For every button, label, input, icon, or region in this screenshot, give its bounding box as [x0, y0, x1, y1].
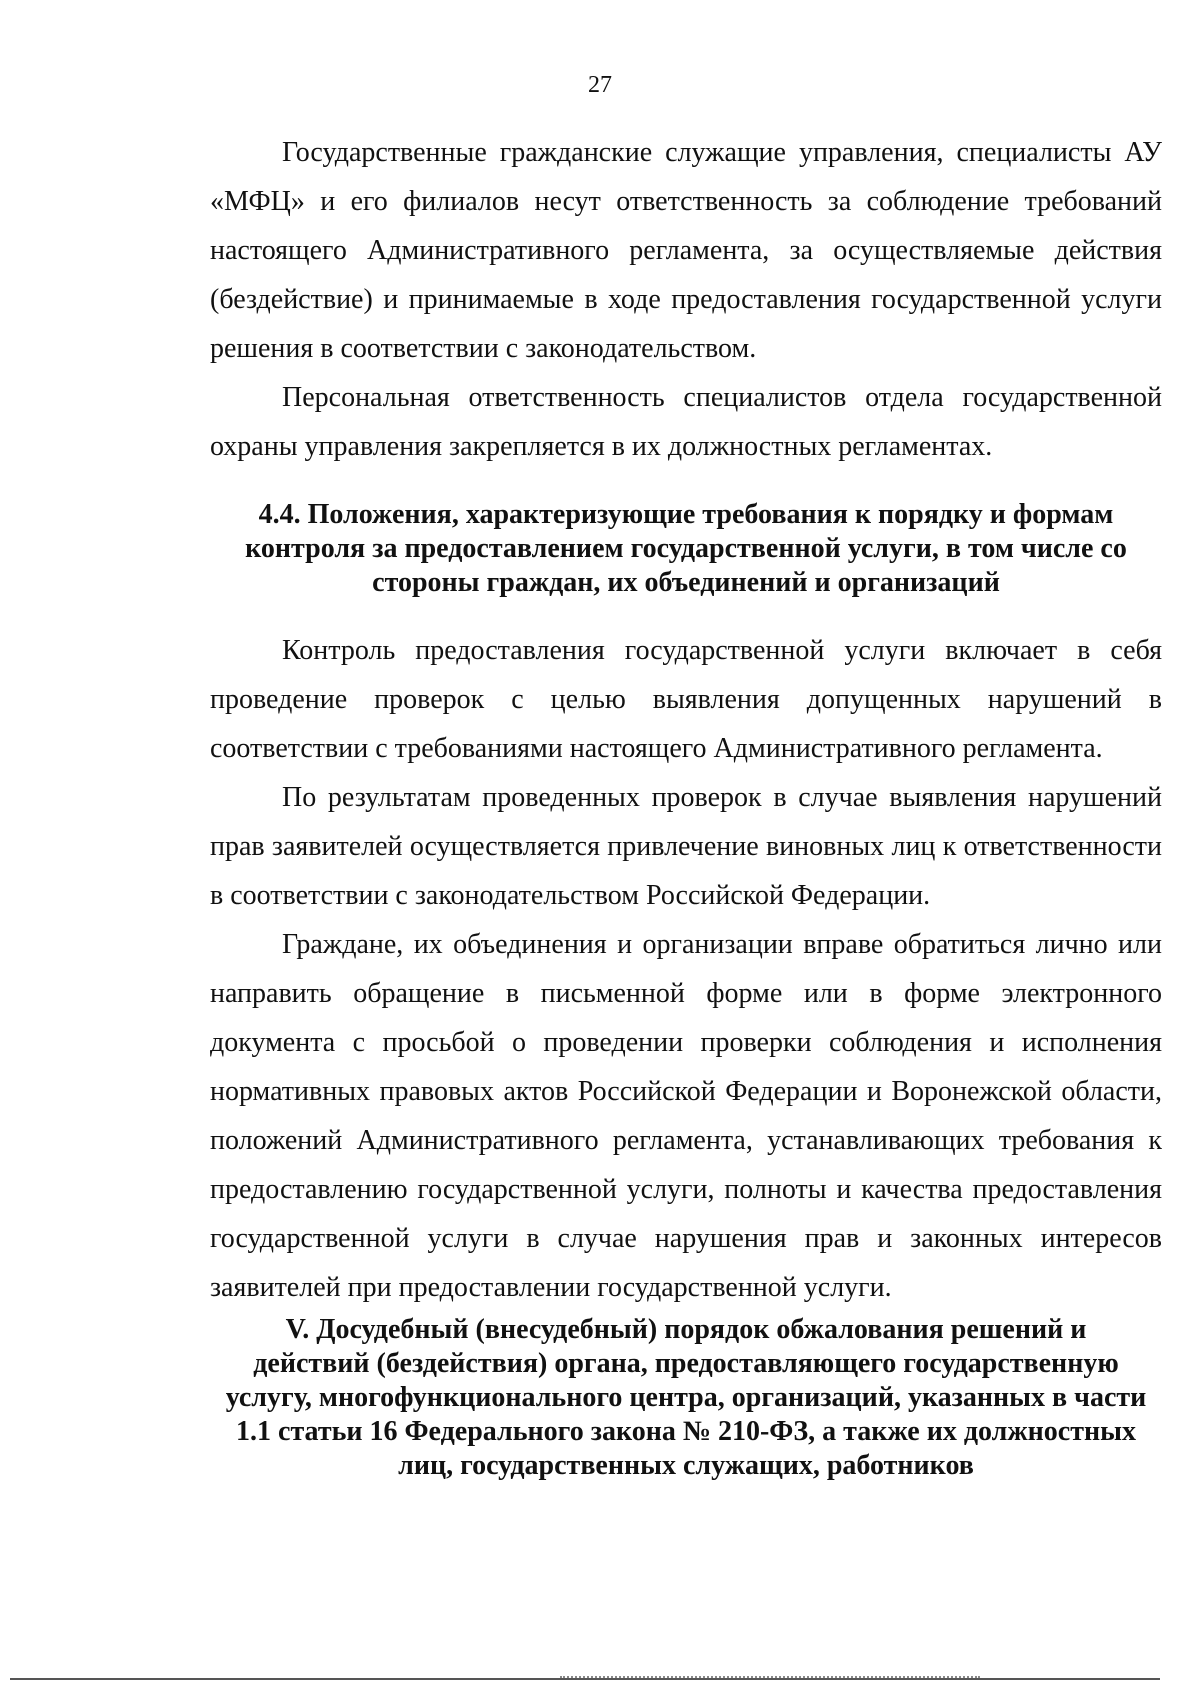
- heading-v-line-3: услугу, многофункционального центра, организаций, указанных в части: [225, 1382, 1147, 1413]
- heading-4-4-line-3: стороны граждан, их объединений и организаций: [372, 567, 1000, 598]
- paragraph-personal-responsibility: Персональная ответственность специалистов отдела государственной охраны управления закрепляется в их должностных регламентах.: [210, 382, 1162, 462]
- paragraph-civil-servants-responsibility: Государственные гражданские служащие управления, специалисты АУ «МФЦ» и его филиалов несут ответственность за соблюдение требований настоящего Административного регламента, за осуществляемые действия (бездействие) и принимаемые в ходе предоставления государственной услуги решения в соответствии с законодательством.: [210, 137, 1162, 364]
- heading-4-4-line-1: 4.4. Положения, характеризующие требования к порядку и формам: [258, 499, 1114, 530]
- paragraph-control-includes: Контроль предоставления государственной услуги включает в себя проведение проверок с целью выявления допущенных нарушений в соответствии с требованиями настоящего Административного регламента.: [210, 635, 1162, 764]
- paragraph-citizens-right: Граждане, их объединения и организации вправе обратиться лично или направить обращение в письменной форме или в форме электронного документа с просьбой о проведении проверки соблюдения и исполнения нормативных правовых актов Российской Федерации и Воронежской области, положений Административного регламента, устанавливающих требования к предоставлению государственной услуги, полноты и качества предоставления государственной услуги в случае нарушения прав и законных интересов заявителей при предоставлении государственной услуги.: [210, 929, 1162, 1303]
- heading-v-line-1: V. Досудебный (внесудебный) порядок обжалования решений и: [285, 1314, 1087, 1345]
- section-control: [210, 626, 1162, 1312]
- heading-4-4: [210, 498, 1162, 600]
- heading-v-line-4: 1.1 статьи 16 Федерального закона № 210-ФЗ, а также их должностных: [236, 1416, 1136, 1447]
- page-number: 27: [588, 72, 612, 98]
- section-responsibility: [210, 128, 1162, 471]
- heading-section-v: [210, 1313, 1162, 1483]
- heading-v-line-5: лиц, государственных служащих, работников: [398, 1450, 974, 1481]
- scan-bottom-edge-dots: [560, 1676, 980, 1678]
- heading-4-4-line-2: контроля за предоставлением государственной услуги, в том числе со: [245, 533, 1127, 564]
- paragraph-inspection-results: По результатам проведенных проверок в случае выявления нарушений прав заявителей осуществляется привлечение виновных лиц к ответственности в соответствии с законодательством Российской Федерации.: [210, 782, 1162, 911]
- heading-v-line-2: действий (бездействия) органа, предоставляющего государственную: [253, 1348, 1119, 1379]
- scan-bottom-edge-line: [10, 1678, 1160, 1680]
